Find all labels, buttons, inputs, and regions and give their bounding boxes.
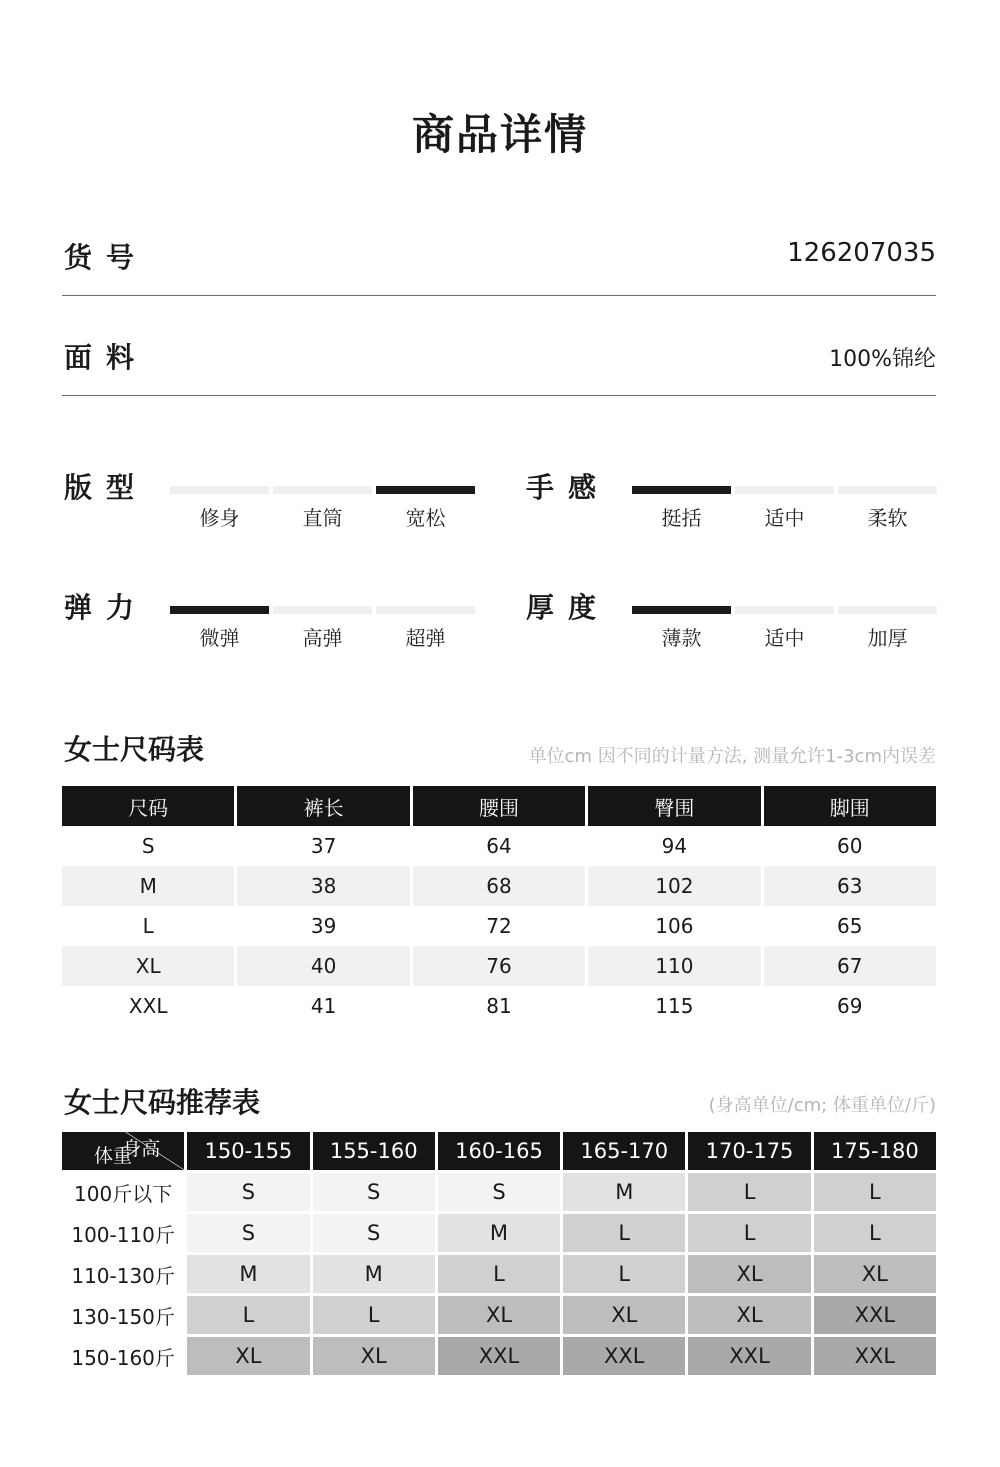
- recommended-size-cell: XXL: [814, 1337, 936, 1375]
- recommended-size-cell: L: [563, 1214, 685, 1252]
- recommended-size-cell: L: [313, 1296, 435, 1334]
- table-row: [62, 1296, 936, 1334]
- scale-option-label: 柔软: [867, 506, 908, 530]
- scale-option-label: 适中: [764, 506, 805, 530]
- fabric-value: 100%锦纶: [829, 347, 936, 372]
- table-row: [62, 1337, 936, 1375]
- scale-segment: [170, 486, 269, 494]
- table-row: [62, 1255, 936, 1293]
- table-cell: 41: [310, 994, 337, 1018]
- recommended-size-cell: XL: [563, 1296, 685, 1334]
- scale-segment: [838, 606, 937, 614]
- table-cell: 64: [486, 834, 512, 858]
- recommended-size-cell: M: [438, 1214, 560, 1252]
- recommended-size-cell: L: [438, 1255, 560, 1293]
- weight-row-header: 110-130斤: [62, 1255, 184, 1293]
- table-cell: 69: [837, 994, 863, 1018]
- recommended-size-cell: S: [313, 1214, 435, 1252]
- size-table-column-header: 臀围: [588, 786, 760, 826]
- scale-segment: [838, 486, 937, 494]
- recommended-size-cell: L: [688, 1173, 810, 1211]
- table-cell: 115: [655, 994, 694, 1018]
- table-cell: 38: [237, 866, 409, 906]
- size-chart-title: 女士尺码表: [64, 733, 205, 766]
- scale-option-label: 修身: [199, 506, 240, 530]
- recommended-size-cell: S: [187, 1214, 309, 1252]
- height-column-header: 150-155: [187, 1132, 309, 1170]
- recommended-size-cell: L: [563, 1255, 685, 1293]
- recommended-size-cell: S: [313, 1173, 435, 1211]
- table-cell: XL: [62, 946, 234, 986]
- fabric-row: [62, 336, 936, 396]
- table-cell: 110: [588, 946, 760, 986]
- recommended-size-cell: XL: [187, 1337, 309, 1375]
- scale-option-label: 高弹: [302, 626, 343, 650]
- scale-option-label: 薄款: [661, 626, 702, 650]
- recommended-size-cell: M: [313, 1255, 435, 1293]
- size-table-header: [62, 786, 936, 826]
- attribute-scale: [524, 586, 934, 676]
- table-cell: 37: [310, 834, 337, 858]
- sku-label: 货号: [64, 241, 149, 274]
- recommended-size-cell: L: [814, 1214, 936, 1252]
- recommended-size-cell: XL: [313, 1337, 435, 1375]
- scale-segment-selected: [632, 606, 731, 614]
- table-cell: 63: [764, 866, 936, 906]
- table-cell: L: [142, 914, 154, 938]
- scale-option-label: 微弹: [199, 626, 240, 650]
- attribute-scale: [524, 466, 934, 556]
- recommended-size-cell: M: [187, 1255, 309, 1293]
- sku-value: 126207035: [787, 238, 936, 268]
- attribute-label: 弹力: [64, 591, 149, 624]
- size-table-body: [62, 826, 936, 1026]
- recommend-table: [59, 1129, 939, 1378]
- scale-segment-selected: [376, 486, 475, 494]
- attribute-scale: [62, 586, 472, 676]
- recommended-size-cell: L: [814, 1173, 936, 1211]
- table-cell: 40: [237, 946, 409, 986]
- table-cell: 60: [837, 834, 863, 858]
- table-row: [62, 946, 936, 986]
- size-table-column-header: 尺码: [62, 786, 234, 826]
- table-cell: 94: [661, 834, 688, 858]
- recommended-size-cell: XXL: [688, 1337, 810, 1375]
- table-cell: 81: [486, 994, 512, 1018]
- fabric-label: 面料: [64, 341, 149, 374]
- scale-option-label: 宽松: [405, 506, 446, 530]
- recommended-size-cell: XL: [688, 1296, 810, 1334]
- table-row: [62, 826, 936, 866]
- recommended-size-cell: L: [187, 1296, 309, 1334]
- scale-segment: [273, 606, 372, 614]
- recommended-size-cell: S: [187, 1173, 309, 1211]
- table-cell: 106: [655, 914, 694, 938]
- scale-segment: [735, 606, 834, 614]
- table-cell: 67: [764, 946, 936, 986]
- recommended-size-cell: M: [563, 1173, 685, 1211]
- corner-height-label: 身高: [122, 1138, 161, 1160]
- attribute-label: 厚度: [526, 591, 611, 624]
- weight-row-header: 100-110斤: [62, 1214, 184, 1252]
- scale-segment: [735, 486, 834, 494]
- attribute-label: 手感: [526, 471, 611, 504]
- attribute-scale: [62, 466, 472, 556]
- size-chart-note: 单位cm 因不同的计量方法, 测量允许1-3cm内误差: [528, 746, 936, 767]
- recommended-size-cell: L: [688, 1214, 810, 1252]
- table-cell: 39: [310, 914, 337, 938]
- recommended-size-cell: XXL: [438, 1337, 560, 1375]
- table-row: [62, 1214, 936, 1252]
- recommend-table-header: [62, 1132, 936, 1170]
- page-title: 商品详情: [411, 110, 588, 159]
- scale-segment: [273, 486, 372, 494]
- height-column-header: 165-170: [563, 1132, 685, 1170]
- corner-weight-label: 体重: [94, 1145, 133, 1167]
- recommended-size-cell: XL: [438, 1296, 560, 1334]
- recommended-size-cell: XL: [814, 1255, 936, 1293]
- scale-option-label: 挺括: [661, 506, 702, 530]
- table-cell: S: [141, 834, 155, 858]
- table-cell: 72: [486, 914, 512, 938]
- recommend-table-body: [62, 1173, 936, 1375]
- height-column-header: 175-180: [814, 1132, 936, 1170]
- recommended-size-cell: XXL: [563, 1337, 685, 1375]
- scale-segment-selected: [170, 606, 269, 614]
- table-row: [62, 866, 936, 906]
- weight-row-header: 130-150斤: [62, 1296, 184, 1334]
- height-column-header: 155-160: [313, 1132, 435, 1170]
- size-table-column-header: 腰围: [413, 786, 585, 826]
- scale-option-label: 加厚: [867, 626, 908, 650]
- corner-cell: [62, 1132, 184, 1170]
- table-cell: M: [62, 866, 234, 906]
- table-cell: 102: [588, 866, 760, 906]
- scale-option-label: 适中: [764, 626, 805, 650]
- size-table-column-header: 脚围: [764, 786, 936, 826]
- recommended-size-cell: XXL: [814, 1296, 936, 1334]
- sku-row: [62, 236, 936, 296]
- scale-option-label: 超弹: [405, 626, 446, 650]
- table-cell: 68: [413, 866, 585, 906]
- height-column-header: 160-165: [438, 1132, 560, 1170]
- table-cell: XXL: [128, 994, 168, 1018]
- weight-row-header: 150-160斤: [62, 1337, 184, 1375]
- attribute-label: 版型: [64, 471, 149, 504]
- table-cell: 76: [413, 946, 585, 986]
- table-row: [62, 1173, 936, 1211]
- recommended-size-cell: XL: [688, 1255, 810, 1293]
- size-table: [59, 786, 939, 1026]
- recommend-chart-title: 女士尺码推荐表: [64, 1086, 261, 1119]
- table-row: [62, 906, 936, 946]
- scale-segment-selected: [632, 486, 731, 494]
- table-row: [62, 986, 936, 1026]
- scale-option-label: 直筒: [302, 506, 343, 530]
- size-table-column-header: 裤长: [237, 786, 409, 826]
- height-column-header: 170-175: [688, 1132, 810, 1170]
- scale-segment: [376, 606, 475, 614]
- recommended-size-cell: S: [438, 1173, 560, 1211]
- weight-row-header: 100斤以下: [62, 1173, 184, 1211]
- recommend-chart-note: (身高单位/cm; 体重单位/斤): [708, 1095, 936, 1116]
- table-cell: 65: [837, 914, 863, 938]
